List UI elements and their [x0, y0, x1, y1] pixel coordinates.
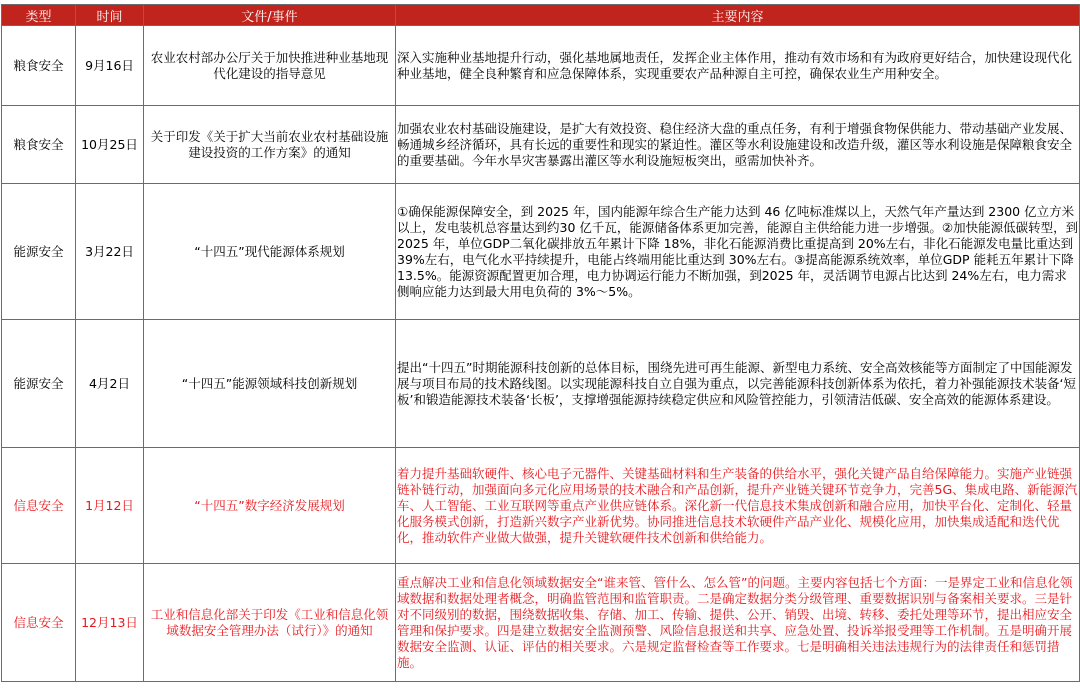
cell-content: 深入实施种业基地提升行动，强化基地属地责任，发挥企业主体作用，推动有效市场和有为政府更好结合，加快建设现代化种业基地，健全良种繁育和应急保障体系，实现重要农产品种源自主可控，确保农业生产用种安全。: [396, 26, 1080, 106]
cell-type: 信息安全: [2, 448, 76, 564]
cell-document: “十四五”能源领域科技创新规划: [144, 320, 396, 448]
header-content: 主要内容: [396, 5, 1080, 26]
table-row: [2, 320, 1080, 448]
cell-content: 着力提升基础软硬件、核心电子元器件、关键基础材料和生产装备的供给水平，强化关键产品自给保障能力。实施产业链强链补链行动，加强面向多元化应用场景的技术融合和产品创新，提升产业链关键环节竞争力，完善5G、集成电路、新能源汽车、人工智能、工业互联网等重点产业供应链体系。深化新一代信息技术集成创新和融合应用，加快平台化、定制化、轻量化服务模式创新，打造新兴数字产业新优势。协同推进信息技术软硬件产品产业化、规模化应用，加快集成适配和迭代优化，推动软件产业做大做强，提升关键软硬件技术创新和供给能力。: [396, 448, 1080, 564]
cell-time: 10月25日: [76, 106, 144, 184]
table-header-row: [2, 5, 1080, 26]
cell-document: 农业农村部办公厅关于加快推进种业基地现代化建设的指导意见: [144, 26, 396, 106]
cell-content: ①确保能源保障安全，到 2025 年，国内能源年综合生产能力达到 46 亿吨标准煤以上，天然气年产量达到 2300 亿立方米以上，发电装机总容量达到约30 亿千瓦，能源储备体系更加完善，能源自主供给能力进一步增强。②加快能源低碳转型，到2025 年，单位GDP二氧化碳排放五年累计下降 18%，非化石能源消费比重提高到 20%左右，非化石能源发电量比重达到39%左右，电气化水平持续提升，电能占终端用能比重达到 30%左右。③提高能源系统效率，单位GDP 能耗五年累计下降 13.5%。能源资源配置更加合理，电力协调运行能力不断加强，到2025 年，灵活调节电源占比达到 24%左右，电力需求侧响应能力达到最大用电负荷的 3%～5%。: [396, 184, 1080, 320]
cell-document: “十四五”数字经济发展规划: [144, 448, 396, 564]
cell-document: 关于印发《关于扩大当前农业农村基础设施建设投资的工作方案》的通知: [144, 106, 396, 184]
table-row: [2, 26, 1080, 106]
cell-content: 加强农业农村基础设施建设，是扩大有效投资、稳住经济大盘的重点任务，有利于增强食物保供能力、带动基础产业发展、畅通城乡经济循环，具有长远的重要性和现实的紧迫性。灌区等水利设施建设和改造升级，灌区等水利设施是保障粮食安全的重要基础。今年水旱灾害暴露出灌区等水利设施短板突出，亟需加快补齐。: [396, 106, 1080, 184]
header-document: 文件/事件: [144, 5, 396, 26]
cell-type: 能源安全: [2, 320, 76, 448]
cell-document: 工业和信息化部关于印发《工业和信息化领域数据安全管理办法（试行）》的通知: [144, 564, 396, 682]
cell-time: 3月22日: [76, 184, 144, 320]
table-row: [2, 564, 1080, 682]
table-row: [2, 184, 1080, 320]
cell-time: 12月13日: [76, 564, 144, 682]
cell-type: 粮食安全: [2, 106, 76, 184]
cell-content: 重点解决工业和信息化领域数据安全“谁来管、管什么、怎么管”的问题。主要内容包括七个方面：一是界定工业和信息化领域数据和数据处理者概念，明确监管范围和监管职责。二是确定数据分类分级管理、重要数据识别与备案相关要求。三是针对不同级别的数据，围绕数据收集、存储、加工、传输、提供、公开、销毁、出境、转移、委托处理等环节，提出相应安全管理和保护要求。四是建立数据安全监测预警、风险信息报送和共享、应急处置、投诉举报受理等工作机制。五是明确开展数据安全监测、认证、评估的相关要求。六是规定监督检查等工作要求。七是明确相关违法违规行为的法律责任和惩罚措施。: [396, 564, 1080, 682]
cell-type: 粮食安全: [2, 26, 76, 106]
header-type: 类型: [2, 5, 76, 26]
header-time: 时间: [76, 5, 144, 26]
policy-table: [1, 4, 1080, 682]
cell-time: 1月12日: [76, 448, 144, 564]
table-row: [2, 106, 1080, 184]
cell-content: 提出“十四五”时期能源科技创新的总体目标，围绕先进可再生能源、新型电力系统、安全高效核能等方面制定了中国能源发展与项目布局的技术路线图。以实现能源科技自立自强为重点，以完善能源科技创新体系为依托，着力补强能源技术装备‘短板’和锻造能源技术装备‘长板’，支撑增强能源持续稳定供应和风险管控能力，引领清洁低碳、安全高效的能源体系建设。: [396, 320, 1080, 448]
cell-type: 信息安全: [2, 564, 76, 682]
cell-type: 能源安全: [2, 184, 76, 320]
cell-document: “十四五”现代能源体系规划: [144, 184, 396, 320]
table-row: [2, 448, 1080, 564]
cell-time: 9月16日: [76, 26, 144, 106]
cell-time: 4月2日: [76, 320, 144, 448]
